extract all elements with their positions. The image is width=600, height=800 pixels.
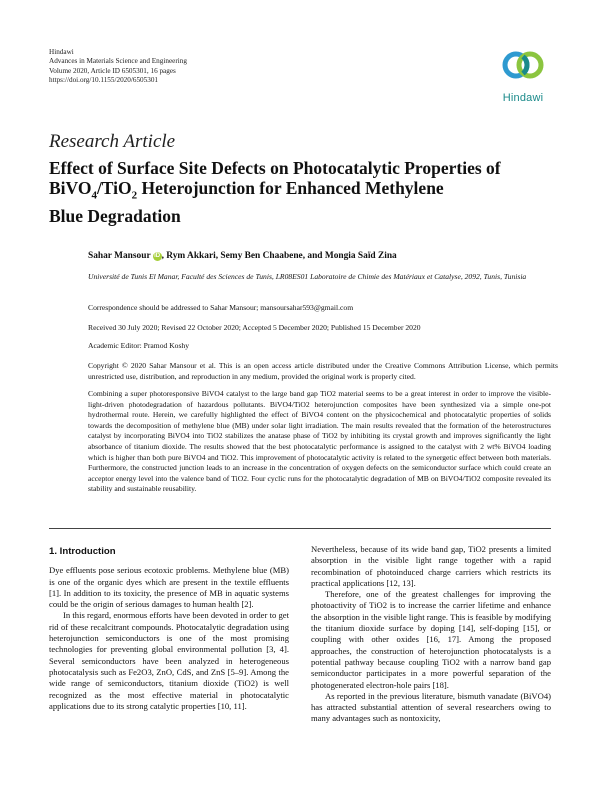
section-divider	[49, 528, 551, 529]
orcid-icon[interactable]: iD	[154, 253, 161, 259]
right-column	[311, 544, 551, 725]
publisher-name: Hindawi	[49, 48, 74, 56]
author-list	[88, 251, 397, 261]
publication-dates: Received 30 July 2020; Revised 22 October 2020; Accepted 5 December 2020; Published 15 December 2020	[88, 323, 421, 332]
volume-info: Volume 2020, Article ID 6505301, 16 pages	[49, 66, 176, 75]
doi-link[interactable]: https://doi.org/10.1155/2020/6505301	[49, 75, 159, 84]
paragraph: As reported in the previous literature, bismuth vanadate (BiVO4) has attracted substantial attention of several researchers owing to many advantages such as nontoxicity,	[311, 690, 551, 724]
hindawi-logo-icon	[501, 45, 545, 85]
section-heading: 1. Introduction	[49, 546, 116, 557]
title-line-1: Effect of Surface Site Defects on Photocatalytic Properties of	[49, 158, 501, 178]
hindawi-logo	[496, 45, 550, 104]
journal-meta	[49, 48, 187, 85]
paragraph: Dye effluents pose serious ecotoxic problems. Methylene blue (MB) is one of the organic dyes which are present in the textile effluents [1]. In addition to its toxicity, the presence of MB in aquatic systems could be the origin of serious damages to human health [2].	[49, 565, 289, 610]
logo-wordmark: Hindawi	[502, 92, 544, 104]
paper-title	[49, 158, 529, 226]
article-type: Research Article	[49, 131, 176, 152]
other-authors: , Rym Akkari, Semy Ben Chaabene, and Mongia Saïd Zina	[161, 251, 397, 261]
first-author[interactable]: Sahar Mansour	[88, 251, 151, 261]
academic-editor: Academic Editor: Pramod Koshy	[88, 341, 190, 350]
title-line-2: BiVO$_4$/TiO$_2$ Heterojunction for Enhanced Methylene	[49, 178, 444, 202]
left-column	[49, 546, 289, 712]
copyright-notice: Copyright © 2020 Sahar Mansour et al. This is an open access article distributed under the Creative Commons Attribution License, which permits unrestricted use, distribution, and reproduction in any medium, provided the original work is properly cited.	[88, 361, 558, 381]
paragraph: Nevertheless, because of its wide band gap, TiO2 presents a limited absorption in the visible light range together with a rapid recombination of photoinduced charge carriers which restricts its practical applications [12, 13].	[311, 544, 551, 588]
abstract-text: Combining a super photoresponsive BiVO4 catalyst to the large band gap TiO2 material seems to be a great interest in order to improve the visible-light-driven photodegradation of hazardous pollutants. BiVO4/TiO2 heterojunction composites have been synthesized via a simple one-pot hydrothermal route. Herein, we carefully highlighted the effect of BiVO4 content on the physicochemical and photocatalytic properties of solids towards the decomposition of methylene blue (MB) under solar light irradiation. The main results revealed that the formation of the heterostructures catalyst by incorporating BiVO4 into TiO2 stabilizes the anatase phase of TiO2 by inhibiting its crystal growth and improves significantly the light absorbance of titanium dioxide. The results showed that the best photocatalytic performance is assigned to the catalyst with 2 wt% BiVO4 loading which is higher than both pure BiVO4 and TiO2. This improvement of photocatalytic activity is related to the synergetic effect between both materials. Furthermore, the constructed junction leads to an increase in the concentration of oxygen defects on the semiconductor surface which could create an acceptor energy level into the valence band of TiO2. Four cyclic runs for the photocatalytic degradation of MB on BiVO4/TiO2 composite revealed its stability and sustainable reusability.	[88, 389, 551, 494]
correspondence: Correspondence should be addressed to Sahar Mansour; mansoursahar593@gmail.com	[88, 303, 354, 312]
affiliation: Université de Tunis El Manar, Faculté des Sciences de Tunis, LR08ES01 Laboratoire de Chimie des Matériaux et Catalyse, 2092, Tunis, Tunisia	[88, 272, 527, 281]
journal-name: Advances in Materials Science and Engineering	[49, 57, 187, 66]
paragraph: In this regard, enormous efforts have been devoted in order to get rid of these recalcitrant compounds. Photocatalytic degradation using heterojunction semiconductors is one of the most promising technologies for preventing global environmental pollution [3, 4]. Several semiconductors have been analyzed in heterogeneous photocatalysis such as Fe2O3, ZnO, CdS, and ZnS [5–9]. Among the wide range of semiconductors, titanium dioxide (TiO2) is well recognized as the most effective material in photocatalytic applications due to its strong catalytic properties [10, 11].	[49, 610, 289, 711]
paragraph: Therefore, one of the greatest challenges for improving the photoactivity of TiO2 is to increase the carrier lifetime and enhance the absorption in the visible light range. This is feasible by modifying the titanium dioxide surface by doping [14], self-doping [15], or coupling with other oxides [16, 17]. Among the proposed approaches, the construction of heterojunction photocatalysts is a potential pathway because coupling TiO2 with a narrow band gap semiconductor participates in a more powerful separation of the photogenerated electron-hole pairs [18].	[311, 589, 551, 690]
title-line-3: Blue Degradation	[49, 205, 181, 226]
